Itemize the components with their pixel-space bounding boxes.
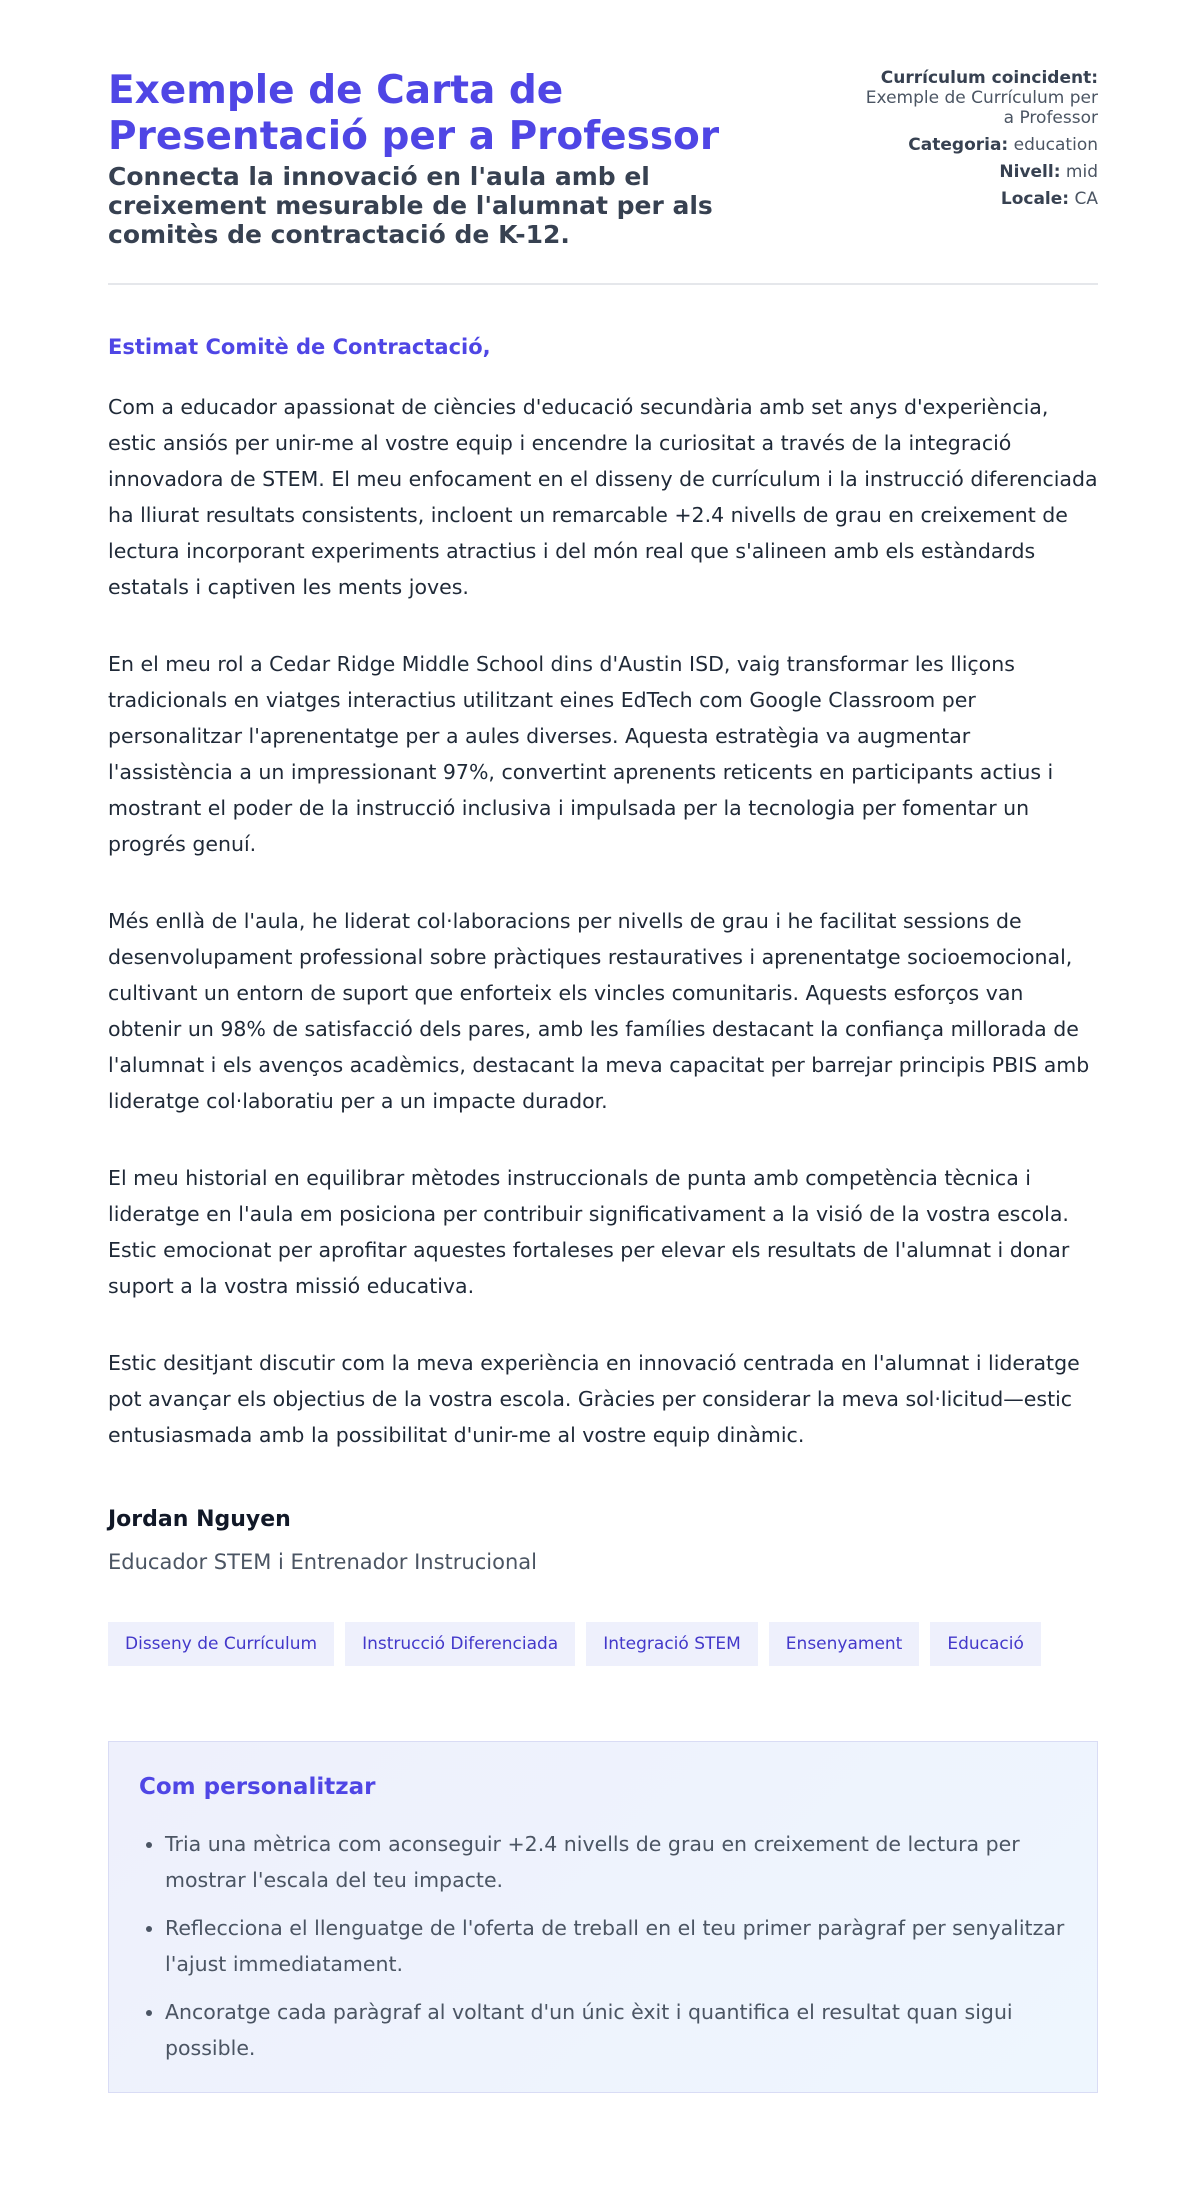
- tip-item: • Ancoratge cada paràgraf al voltant d'un únic èxit i quantifica el resultat quan sigui possible.: [165, 1994, 1067, 2066]
- meta-level: [858, 162, 1098, 182]
- meta-locale: [858, 189, 1098, 209]
- meta-label: Nivell:: [999, 162, 1061, 182]
- signature-role: Educador STEM i Entrenador Instrucional: [108, 1550, 537, 1574]
- title-block: [108, 68, 748, 249]
- signature-name: Jordan Nguyen: [108, 1507, 291, 1532]
- tag: Educació: [930, 1622, 1041, 1666]
- tag-list: [108, 1622, 1098, 1666]
- meta-resume: [858, 68, 1098, 128]
- meta-label: Locale:: [1000, 189, 1070, 209]
- meta-label: Currículum coincident:: [880, 68, 1098, 88]
- cover-letter-page: [108, 68, 1098, 2093]
- meta-category: [858, 135, 1098, 155]
- meta-panel: [858, 68, 1098, 216]
- meta-value: education: [1013, 135, 1098, 155]
- tip-item: • Reflecciona el llenguatge de l'oferta de treball en el teu primer paràgraf per senyalitzar l'ajust immediatament.: [165, 1910, 1067, 1982]
- tag: Ensenyament: [769, 1622, 920, 1666]
- letter-paragraph: Com a educador apassionat de ciències d'educació secundària amb set anys d'experiència, estic ansiós per unir-me al vostre equip i encendre la curiositat a través de la integració innovadora de STEM. El meu enfocament en el disseny de currículum i la instrucció diferenciada ha lliurat resultats consistents, incloent un remarcable +2.4 nivells de grau en creixement de lectura incorporant experiments atractius i del món real que s'alineen amb els estàndards estatals i captiven les ments joves.: [108, 395, 1098, 599]
- meta-label: Categoria:: [908, 135, 1009, 155]
- tag: Integració STEM: [586, 1622, 758, 1666]
- page-title: Exemple de Carta de Presentació per a Professor: [108, 68, 720, 159]
- meta-value: CA: [1074, 189, 1098, 209]
- customize-tips-box: [108, 1741, 1098, 2093]
- letter-paragraph: El meu historial en equilibrar mètodes instruccionals de punta amb competència tècnica i lideratge en l'aula em posiciona per contribuir significativament a la visió de la vostra escola. Estic emocionat per aprofitar aquestes fortaleses per elevar els resultats de l'alumnat i donar suport a la vostra missió educativa.: [108, 1166, 1070, 1298]
- letter-paragraph: Estic desitjant discutir com la meva experiència en innovació centrada en l'alumnat i lideratge pot avançar els objectius de la vostra escola. Gràcies per considerar la meva sol·licitud—estic entusiasmada amb la possibilitat d'unir-me al vostre equip dinàmic.: [108, 1351, 1080, 1447]
- letter-paragraph: En el meu rol a Cedar Ridge Middle School dins d'Austin ISD, vaig transformar les lliçons tradicionals en viatges interactius utilitzant eines EdTech com Google Classroom per personalitzar l'aprenentatge per a aules diverses. Aquesta estratègia va augmentar l'assistència a un impressionant 97%, convertint aprenents reticents en participants actius i mostrant el poder de la instrucció inclusiva i impulsada per la tecnologia per fomentar un progrés genuí.: [108, 652, 1054, 856]
- tag: Instrucció Diferenciada: [345, 1622, 575, 1666]
- tips-list: [139, 1826, 1067, 2066]
- tip-item: • Tria una mètrica com aconseguir +2.4 nivells de grau en creixement de lectura per mostrar l'escala del teu impacte.: [165, 1826, 1067, 1898]
- meta-value: mid: [1065, 162, 1098, 182]
- page-subtitle: Connecta la innovació en l'aula amb el creixement mesurable de l'alumnat per als comitès de contractació de K-12.: [108, 162, 713, 249]
- letter-paragraph: Més enllà de l'aula, he liderat col·laboracions per nivells de grau i he facilitat sessions de desenvolupament professional sobre pràctiques restauratives i aprenentatge socioemocional, cultivant un entorn de suport que enforteix els vincles comunitaris. Aquests esforços van obtenir un 98% de satisfacció dels pares, amb les famílies destacant la confiança millorada de l'alumnat i els avenços acadèmics, destacant la meva capacitat per barrejar principis PBIS amb lideratge col·laboratiu per a un impacte durador.: [108, 909, 1090, 1113]
- tag: Disseny de Currículum: [108, 1622, 334, 1666]
- page-header: [108, 68, 1098, 249]
- divider: [108, 283, 1098, 285]
- greeting: Estimat Comitè de Contractació,: [108, 335, 491, 359]
- meta-value: Exemple de Currículum per a Professor: [865, 88, 1098, 128]
- tips-title: Com personalitzar: [139, 1774, 376, 1800]
